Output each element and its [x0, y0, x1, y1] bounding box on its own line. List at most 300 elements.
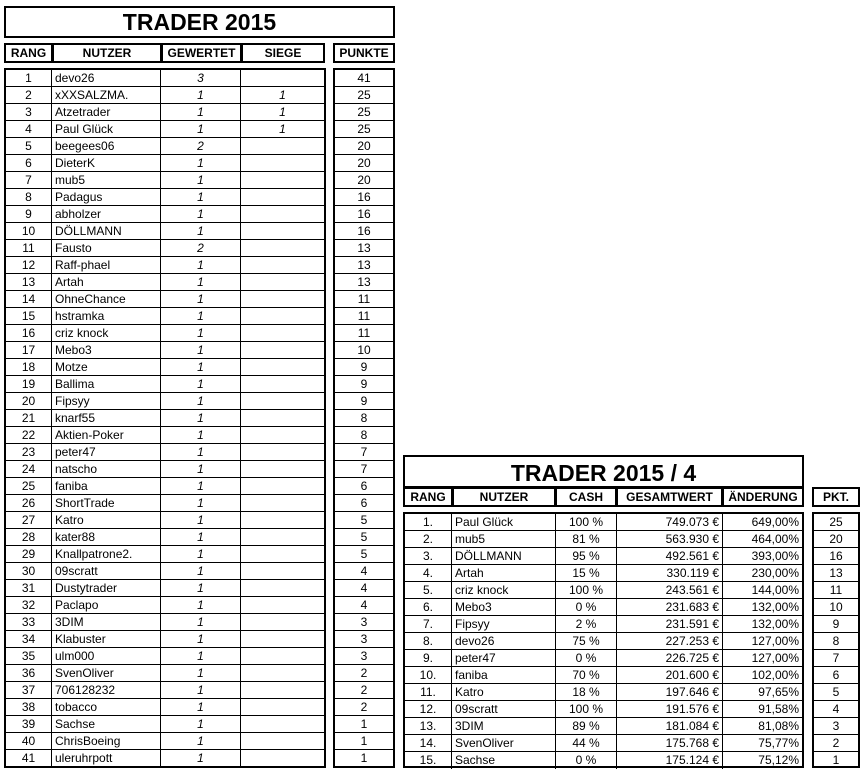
points-row	[335, 682, 393, 699]
rang-cell: 28	[6, 529, 52, 546]
nutzer-cell: 3DIM	[52, 614, 161, 631]
round-rang-cell: 9.	[405, 650, 452, 667]
rang-cell: 1	[6, 70, 52, 87]
punkte-cell: 5	[335, 529, 393, 546]
rang-cell: 34	[6, 631, 52, 648]
round-aenderung-cell: 230,00%	[723, 565, 802, 582]
round-cash-cell: 81 %	[556, 531, 617, 548]
round-nutzer-cell: SvenOliver	[452, 735, 556, 752]
gewertet-cell: 1	[161, 614, 241, 631]
siege-cell	[241, 733, 324, 750]
points-row	[335, 121, 393, 138]
round-pkt-cell: 3	[814, 718, 858, 735]
nutzer-cell: peter47	[52, 444, 161, 461]
round-nutzer-cell: DÖLLMANN	[452, 548, 556, 565]
round-row	[405, 718, 802, 735]
siege-cell	[241, 206, 324, 223]
siege-cell	[241, 155, 324, 172]
points-row	[335, 240, 393, 257]
rang-cell: 10	[6, 223, 52, 240]
round-nutzer-cell: Paul Glück	[452, 514, 556, 531]
round-cash-cell: 0 %	[556, 752, 617, 769]
nutzer-cell: Motze	[52, 359, 161, 376]
siege-cell	[241, 308, 324, 325]
round-row	[405, 650, 802, 667]
points-row	[335, 444, 393, 461]
gewertet-cell: 1	[161, 648, 241, 665]
points-row	[335, 750, 393, 767]
siege-cell	[241, 699, 324, 716]
round-gesamtwert-cell: 226.725 €	[617, 650, 723, 667]
table-row	[6, 274, 324, 291]
nutzer-cell: criz knock	[52, 325, 161, 342]
round-nutzer-cell: faniba	[452, 667, 556, 684]
nutzer-cell: Mebo3	[52, 342, 161, 359]
nutzer-cell: Sachse	[52, 716, 161, 733]
gewertet-cell: 1	[161, 750, 241, 767]
punkte-cell: 3	[335, 614, 393, 631]
gewertet-cell: 1	[161, 682, 241, 699]
round-cash-cell: 100 %	[556, 582, 617, 599]
round-nutzer-cell: Katro	[452, 684, 556, 701]
gewertet-cell: 1	[161, 393, 241, 410]
gewertet-cell: 1	[161, 733, 241, 750]
points-row	[335, 512, 393, 529]
punkte-cell: 25	[335, 121, 393, 138]
points-row	[335, 631, 393, 648]
round-cash-cell: 100 %	[556, 701, 617, 718]
gewertet-cell: 2	[161, 240, 241, 257]
round-pkt-row	[814, 633, 858, 650]
round-aenderung-cell: 132,00%	[723, 616, 802, 633]
points-row	[335, 376, 393, 393]
punkte-cell: 13	[335, 274, 393, 291]
round-aenderung-cell: 102,00%	[723, 667, 802, 684]
gewertet-cell: 1	[161, 563, 241, 580]
points-row	[335, 410, 393, 427]
round-pkt-row	[814, 548, 858, 565]
siege-cell	[241, 529, 324, 546]
points-row	[335, 529, 393, 546]
round-rang-cell: 6.	[405, 599, 452, 616]
rang-cell: 31	[6, 580, 52, 597]
points-row	[335, 665, 393, 682]
table-row	[6, 342, 324, 359]
gewertet-cell: 1	[161, 461, 241, 478]
round-aenderung-cell: 91,58%	[723, 701, 802, 718]
nutzer-cell: DieterK	[52, 155, 161, 172]
nutzer-cell: Ballima	[52, 376, 161, 393]
round-cash-cell: 0 %	[556, 650, 617, 667]
nutzer-cell: Padagus	[52, 189, 161, 206]
round-row	[405, 514, 802, 531]
points-row	[335, 87, 393, 104]
round-title: TRADER 2015 / 4	[403, 455, 804, 488]
round-pkt-row	[814, 616, 858, 633]
round-aenderung-cell: 127,00%	[723, 650, 802, 667]
points-row	[335, 70, 393, 87]
gewertet-cell: 1	[161, 631, 241, 648]
round-aenderung-cell: 81,08%	[723, 718, 802, 735]
round-gesamtwert-cell: 243.561 €	[617, 582, 723, 599]
round-gesamtwert-cell: 492.561 €	[617, 548, 723, 565]
round-gesamtwert-cell: 201.600 €	[617, 667, 723, 684]
round-pkt-row	[814, 718, 858, 735]
rang-cell: 12	[6, 257, 52, 274]
round-rang-cell: 7.	[405, 616, 452, 633]
round-cash-cell: 44 %	[556, 735, 617, 752]
rang-cell: 25	[6, 478, 52, 495]
table-row	[6, 308, 324, 325]
table-row	[6, 631, 324, 648]
round-nutzer-cell: peter47	[452, 650, 556, 667]
table-row	[6, 750, 324, 767]
nutzer-cell: Paul Glück	[52, 121, 161, 138]
punkte-cell: 6	[335, 495, 393, 512]
points-row	[335, 189, 393, 206]
rang-cell: 24	[6, 461, 52, 478]
round-row	[405, 616, 802, 633]
rang-cell: 26	[6, 495, 52, 512]
round-gesamtwert-cell: 191.576 €	[617, 701, 723, 718]
gewertet-cell: 1	[161, 546, 241, 563]
siege-cell	[241, 614, 324, 631]
table-row	[6, 155, 324, 172]
round-aenderung-cell: 127,00%	[723, 633, 802, 650]
punkte-cell: 2	[335, 682, 393, 699]
siege-cell	[241, 138, 324, 155]
siege-cell	[241, 342, 324, 359]
round-pkt-cell: 8	[814, 633, 858, 650]
round-header-aenderung: ÄNDERUNG	[722, 487, 804, 507]
round-rang-cell: 11.	[405, 684, 452, 701]
siege-cell	[241, 427, 324, 444]
nutzer-cell: 09scratt	[52, 563, 161, 580]
round-aenderung-cell: 464,00%	[723, 531, 802, 548]
round-aenderung-cell: 649,00%	[723, 514, 802, 531]
table-row	[6, 138, 324, 155]
table-row	[6, 104, 324, 121]
rang-cell: 3	[6, 104, 52, 121]
rang-cell: 20	[6, 393, 52, 410]
table-row	[6, 257, 324, 274]
points-row	[335, 478, 393, 495]
gewertet-cell: 1	[161, 104, 241, 121]
round-aenderung-cell: 144,00%	[723, 582, 802, 599]
punkte-cell: 1	[335, 733, 393, 750]
gewertet-cell: 1	[161, 325, 241, 342]
round-pkt-cell: 6	[814, 667, 858, 684]
punkte-cell: 25	[335, 87, 393, 104]
gewertet-cell: 3	[161, 70, 241, 87]
points-row	[335, 291, 393, 308]
table-row	[6, 206, 324, 223]
round-rang-cell: 4.	[405, 565, 452, 582]
nutzer-cell: xXXSALZMA.	[52, 87, 161, 104]
punkte-cell: 3	[335, 631, 393, 648]
round-cash-cell: 89 %	[556, 718, 617, 735]
siege-cell	[241, 410, 324, 427]
siege-cell	[241, 682, 324, 699]
round-gesamtwert-cell: 330.119 €	[617, 565, 723, 582]
rang-cell: 2	[6, 87, 52, 104]
round-rang-cell: 5.	[405, 582, 452, 599]
round-header-pkt: PKT.	[812, 487, 860, 507]
nutzer-cell: Fipsyy	[52, 393, 161, 410]
nutzer-cell: Knallpatrone2.	[52, 546, 161, 563]
gewertet-cell: 1	[161, 189, 241, 206]
siege-cell	[241, 648, 324, 665]
points-row	[335, 172, 393, 189]
siege-cell	[241, 240, 324, 257]
round-rang-cell: 12.	[405, 701, 452, 718]
round-pkt-cell: 20	[814, 531, 858, 548]
rang-cell: 23	[6, 444, 52, 461]
siege-cell: 1	[241, 87, 324, 104]
nutzer-cell: ChrisBoeing	[52, 733, 161, 750]
round-nutzer-cell: mub5	[452, 531, 556, 548]
table-row	[6, 478, 324, 495]
siege-cell	[241, 257, 324, 274]
points-row	[335, 495, 393, 512]
header-rang: RANG	[4, 43, 53, 63]
table-row	[6, 648, 324, 665]
table-row	[6, 359, 324, 376]
round-rang-cell: 15.	[405, 752, 452, 769]
siege-cell	[241, 580, 324, 597]
round-pkt-row	[814, 650, 858, 667]
nutzer-cell: Aktien-Poker	[52, 427, 161, 444]
round-pkt-row	[814, 531, 858, 548]
siege-cell	[241, 223, 324, 240]
siege-cell	[241, 563, 324, 580]
gewertet-cell: 1	[161, 274, 241, 291]
round-row	[405, 752, 802, 769]
nutzer-cell: Paclapo	[52, 597, 161, 614]
punkte-cell: 4	[335, 580, 393, 597]
punkte-cell: 7	[335, 461, 393, 478]
rang-cell: 36	[6, 665, 52, 682]
round-cash-cell: 100 %	[556, 514, 617, 531]
gewertet-cell: 2	[161, 138, 241, 155]
table-row	[6, 716, 324, 733]
siege-cell	[241, 393, 324, 410]
round-header-nutzer: NUTZER	[452, 487, 556, 507]
gewertet-cell: 1	[161, 121, 241, 138]
round-cash-cell: 18 %	[556, 684, 617, 701]
points-row	[335, 155, 393, 172]
gewertet-cell: 1	[161, 308, 241, 325]
table-row	[6, 189, 324, 206]
punkte-cell: 8	[335, 410, 393, 427]
round-pkt-row	[814, 599, 858, 616]
punkte-cell: 7	[335, 444, 393, 461]
siege-cell	[241, 461, 324, 478]
points-row	[335, 257, 393, 274]
punkte-cell: 2	[335, 665, 393, 682]
rang-cell: 6	[6, 155, 52, 172]
rang-cell: 32	[6, 597, 52, 614]
punkte-cell: 5	[335, 512, 393, 529]
round-row	[405, 565, 802, 582]
punkte-cell: 11	[335, 291, 393, 308]
points-row	[335, 342, 393, 359]
rang-cell: 16	[6, 325, 52, 342]
punkte-cell: 6	[335, 478, 393, 495]
nutzer-cell: abholzer	[52, 206, 161, 223]
table-row	[6, 70, 324, 87]
gewertet-cell: 1	[161, 529, 241, 546]
round-rang-cell: 13.	[405, 718, 452, 735]
rang-cell: 38	[6, 699, 52, 716]
round-aenderung-cell: 75,77%	[723, 735, 802, 752]
round-pkt-row	[814, 565, 858, 582]
punkte-cell: 13	[335, 240, 393, 257]
punkte-cell: 13	[335, 257, 393, 274]
nutzer-cell: Fausto	[52, 240, 161, 257]
rang-cell: 22	[6, 427, 52, 444]
nutzer-cell: ShortTrade	[52, 495, 161, 512]
round-pkt-cell: 10	[814, 599, 858, 616]
rang-cell: 41	[6, 750, 52, 767]
siege-cell	[241, 478, 324, 495]
rang-cell: 8	[6, 189, 52, 206]
nutzer-cell: natscho	[52, 461, 161, 478]
round-pkt-cell: 11	[814, 582, 858, 599]
rang-cell: 30	[6, 563, 52, 580]
points-row	[335, 546, 393, 563]
round-gesamtwert-cell: 227.253 €	[617, 633, 723, 650]
punkte-cell: 41	[335, 70, 393, 87]
round-row	[405, 684, 802, 701]
points-row	[335, 648, 393, 665]
round-pkt-cell: 13	[814, 565, 858, 582]
nutzer-cell: Katro	[52, 512, 161, 529]
gewertet-cell: 1	[161, 172, 241, 189]
nutzer-cell: uleruhrpott	[52, 750, 161, 767]
round-rang-cell: 3.	[405, 548, 452, 565]
round-rang-cell: 2.	[405, 531, 452, 548]
nutzer-cell: kater88	[52, 529, 161, 546]
round-cash-cell: 75 %	[556, 633, 617, 650]
punkte-cell: 1	[335, 716, 393, 733]
siege-cell	[241, 665, 324, 682]
siege-cell	[241, 750, 324, 767]
points-row	[335, 597, 393, 614]
header-nutzer: NUTZER	[52, 43, 162, 63]
points-row	[335, 733, 393, 750]
siege-cell	[241, 189, 324, 206]
table-row	[6, 563, 324, 580]
round-gesamtwert-cell: 175.768 €	[617, 735, 723, 752]
gewertet-cell: 1	[161, 699, 241, 716]
round-header-rang: RANG	[403, 487, 453, 507]
gewertet-cell: 1	[161, 206, 241, 223]
gewertet-cell: 1	[161, 87, 241, 104]
points-row	[335, 699, 393, 716]
nutzer-cell: Dustytrader	[52, 580, 161, 597]
punkte-cell: 9	[335, 376, 393, 393]
nutzer-cell: beegees06	[52, 138, 161, 155]
siege-cell: 1	[241, 104, 324, 121]
round-pkt-cell: 5	[814, 684, 858, 701]
header-gewertet: GEWERTET	[161, 43, 242, 63]
round-pkt-row	[814, 667, 858, 684]
round-gesamtwert-cell: 231.683 €	[617, 599, 723, 616]
round-nutzer-cell: criz knock	[452, 582, 556, 599]
nutzer-cell: Artah	[52, 274, 161, 291]
nutzer-cell: Klabuster	[52, 631, 161, 648]
round-rang-cell: 8.	[405, 633, 452, 650]
punkte-cell: 11	[335, 325, 393, 342]
points-row	[335, 206, 393, 223]
table-row	[6, 461, 324, 478]
round-row	[405, 599, 802, 616]
rang-cell: 17	[6, 342, 52, 359]
points-row	[335, 308, 393, 325]
punkte-cell: 10	[335, 342, 393, 359]
round-nutzer-cell: Artah	[452, 565, 556, 582]
siege-cell	[241, 495, 324, 512]
round-row	[405, 548, 802, 565]
round-cash-cell: 95 %	[556, 548, 617, 565]
points-row	[335, 223, 393, 240]
points-row	[335, 580, 393, 597]
round-rang-cell: 10.	[405, 667, 452, 684]
round-header-cash: CASH	[555, 487, 617, 507]
rang-cell: 7	[6, 172, 52, 189]
punkte-cell: 8	[335, 427, 393, 444]
rang-cell: 27	[6, 512, 52, 529]
rang-cell: 35	[6, 648, 52, 665]
round-rang-cell: 14.	[405, 735, 452, 752]
siege-cell: 1	[241, 121, 324, 138]
rang-cell: 13	[6, 274, 52, 291]
round-header-gesamtwert: GESAMTWERT	[616, 487, 723, 507]
rang-cell: 15	[6, 308, 52, 325]
siege-cell	[241, 172, 324, 189]
table-row	[6, 546, 324, 563]
round-gesamtwert-cell: 181.084 €	[617, 718, 723, 735]
table-row	[6, 597, 324, 614]
round-pkt-cell: 25	[814, 514, 858, 531]
nutzer-cell: SvenOliver	[52, 665, 161, 682]
table-row	[6, 393, 324, 410]
gewertet-cell: 1	[161, 155, 241, 172]
rang-cell: 29	[6, 546, 52, 563]
gewertet-cell: 1	[161, 359, 241, 376]
siege-cell	[241, 359, 324, 376]
table-row	[6, 121, 324, 138]
table-row	[6, 427, 324, 444]
table-row	[6, 223, 324, 240]
round-cash-cell: 15 %	[556, 565, 617, 582]
round-rang-cell: 1.	[405, 514, 452, 531]
punkte-cell: 11	[335, 308, 393, 325]
round-pkt-cell: 2	[814, 735, 858, 752]
round-pkt-row	[814, 735, 858, 752]
punkte-cell: 9	[335, 393, 393, 410]
rang-cell: 33	[6, 614, 52, 631]
round-gesamtwert-cell: 563.930 €	[617, 531, 723, 548]
gewertet-cell: 1	[161, 512, 241, 529]
siege-cell	[241, 631, 324, 648]
gewertet-cell: 1	[161, 410, 241, 427]
round-aenderung-cell: 75,12%	[758, 753, 799, 767]
round-pkt-cell: 1	[832, 753, 840, 767]
round-cash-cell: 2 %	[556, 616, 617, 633]
rang-cell: 5	[6, 138, 52, 155]
